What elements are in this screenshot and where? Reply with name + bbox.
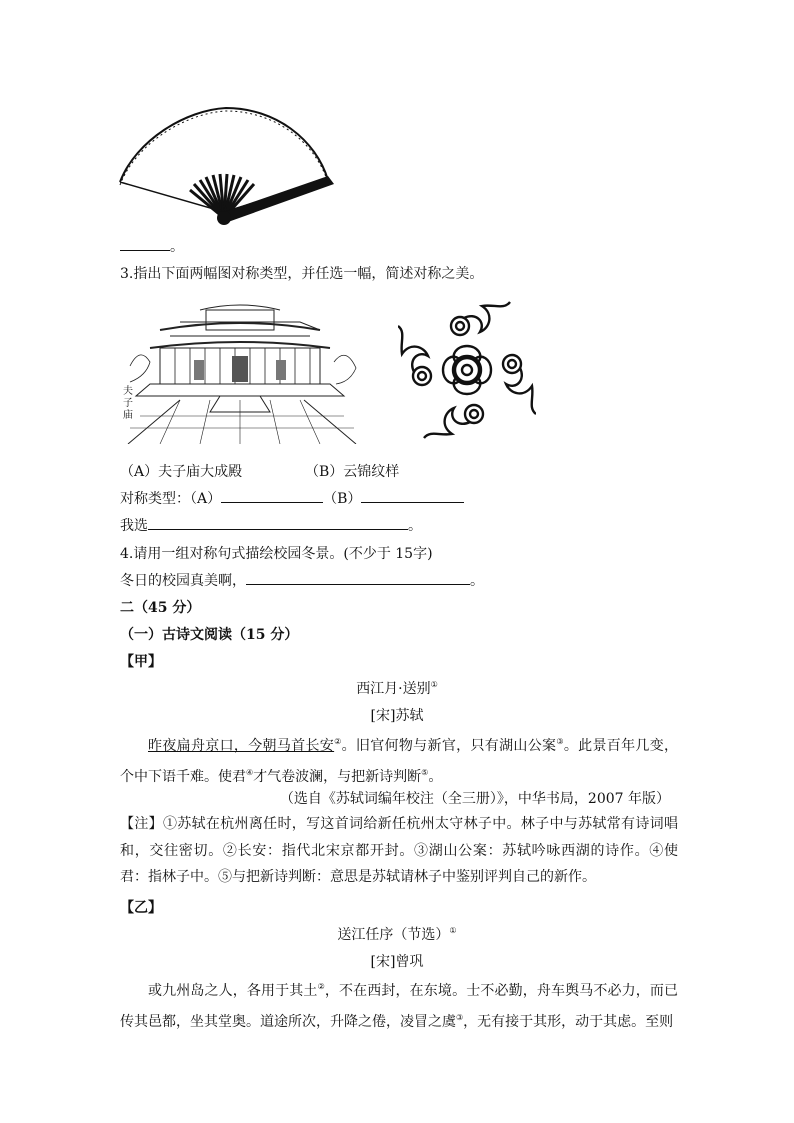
temple-seal-text: 夫子庙	[123, 386, 133, 421]
caption-a: （A）夫子庙大成殿	[120, 464, 243, 480]
yi-author: [宋]曾巩	[370, 954, 424, 970]
q4-prompt: 4.请用一组对称句式描绘校园冬景。(不少于 15字)	[120, 546, 433, 562]
jia-source: （选自《苏轼词编年校注（全三册）》，中华书局，2007 年版）	[279, 791, 670, 807]
jia-author: [宋]苏轼	[370, 708, 424, 724]
answer-line-q4[interactable]	[246, 570, 470, 585]
answer-line-type-b[interactable]	[361, 488, 464, 503]
folding-fan-illustration	[116, 100, 340, 228]
jia-marker: 【甲】	[120, 654, 162, 670]
jia-annotation: 【注】①苏轼在杭州离任时，写这首词给新任杭州太守林子中。林子中与苏轼常有诗词唱和，交往密切。②长安：指代北宋京都开封。③湖山公案：苏轼吟咏西湖的诗作。④使君：指林子中。⑤与把新诗判断：意思是苏轼请林子中鉴别评判自己的新作。	[120, 816, 678, 885]
section-2-subheading: （一）古诗文阅读（15 分）	[120, 627, 299, 643]
section-2-heading: 二（45 分）	[120, 600, 201, 616]
temple-illustration	[120, 296, 364, 444]
q4-answer-row: 冬日的校园真美啊， 。	[120, 570, 484, 590]
q3-prompt: 3.指出下面两幅图对称类型，并任选一幅，简述对称之美。	[120, 266, 484, 282]
yi-marker: 【乙】	[120, 900, 162, 916]
choose-row: 我选 。	[120, 515, 422, 535]
cloud-pattern-illustration	[398, 300, 536, 440]
answer-line-choose[interactable]	[148, 515, 408, 530]
answer-line-type-a[interactable]	[221, 488, 323, 503]
symmetry-type-row: 对称类型：（A） （B）	[120, 488, 464, 508]
answer-line-1[interactable]: 。	[120, 236, 184, 256]
yi-title: 送江任序（节选）①	[337, 926, 457, 943]
jia-poem: 昨夜扁舟京口，今朝马首长安②。旧官何物与新官，只有湖山公案③。此景百年几变，个中下语千难。使君④才气卷波澜，与把新诗判断⑤。	[120, 737, 679, 785]
yi-passage: 或九州岛之人，各用于其土②，不在西封，在东境。士不必勤，舟车舆马不必力，而已传其邑都，坐其堂奥。道途所次，升降之倦，凌冒之虞③，无有接于其形，动于其虑。至则	[120, 982, 679, 1030]
caption-b: （B）云锦纹样	[305, 464, 400, 480]
jia-title: 西江月·送别①	[356, 680, 438, 697]
